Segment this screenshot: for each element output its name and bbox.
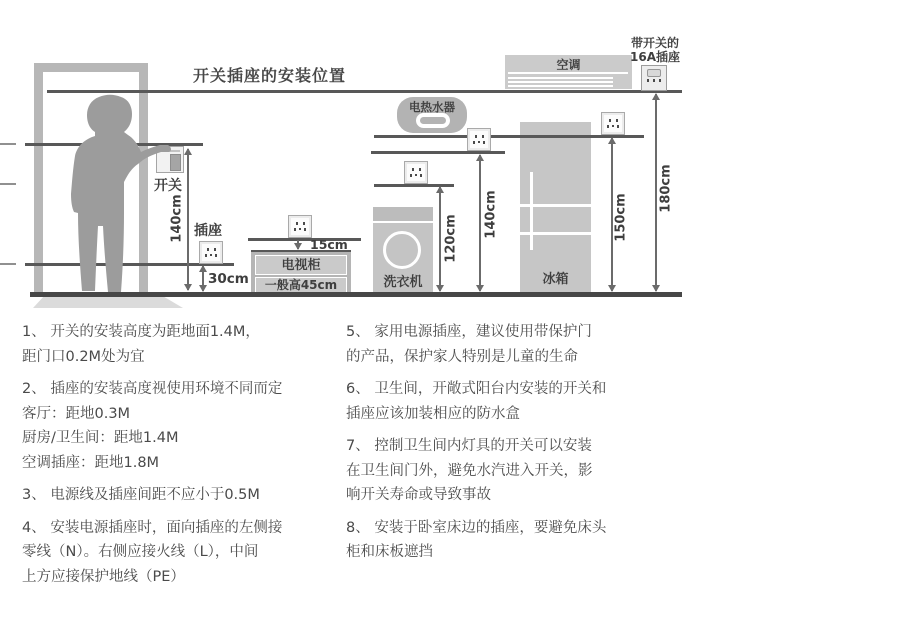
dim-label-30cm: 30cm <box>208 271 249 287</box>
dim-label-140cm-mid: 140cm <box>483 190 499 239</box>
tv-cabinet-label: 电视柜 <box>255 255 347 275</box>
dim-label-15cm: 15cm <box>310 237 348 252</box>
wall-tick <box>0 183 16 185</box>
air-conditioner <box>505 55 632 89</box>
ac-vent-slat <box>508 72 628 74</box>
tv-cabinet-height-label: 一般高45cm <box>255 277 347 293</box>
dim-arrow-15cm <box>297 240 299 249</box>
dim-arrow-140cm-mid <box>479 155 481 291</box>
notes-left-column <box>22 320 342 597</box>
door-frame-top-bar <box>34 63 148 72</box>
dim-arrow-120cm <box>439 187 441 291</box>
wall-tick <box>0 263 16 265</box>
switch-label: 开关 <box>154 178 182 194</box>
fridge-label: 冰箱 <box>542 272 569 287</box>
tv-socket-icon <box>288 215 312 238</box>
fridge-handle <box>530 172 533 250</box>
height-line-150cm <box>374 135 644 138</box>
socket-16a-icon <box>641 65 667 91</box>
dim-label-140cm-left: 140cm <box>169 194 185 243</box>
fridge-socket-icon <box>601 112 625 135</box>
note-1: 1、 开关的安装高度为距地面1.4M， 距门口0.2M处为宜 <box>22 324 260 365</box>
door-socket-label: 插座 <box>194 223 222 239</box>
note-3: 3、 电源线及插座间距不应小于0.5M <box>22 487 260 503</box>
washer-label: 洗衣机 <box>383 275 423 290</box>
height-line-180cm <box>47 90 682 93</box>
door-socket-icon <box>199 241 223 264</box>
page-title: 开关插座的安装位置 <box>193 66 347 85</box>
door-frame-left-post <box>34 63 43 295</box>
ac-vent-slat <box>508 85 613 87</box>
tv-cabinet <box>251 250 351 294</box>
note-8: 8、 安装于卧室床边的插座，要避免床头 柜和床板遮挡 <box>346 519 607 560</box>
water-heater-socket-icon <box>467 128 491 151</box>
dim-label-120cm: 120cm <box>443 214 459 263</box>
note-4: 4、 安装电源插座时，面向插座的左侧接 零线（N）。右侧应接火线（L），中间 上方应接保护地线（PE） <box>22 519 283 585</box>
wall-tick <box>0 143 16 145</box>
washer-door-circle <box>383 231 421 269</box>
dim-arrow-180cm <box>655 94 657 291</box>
socket-16a-switch <box>647 69 661 77</box>
dim-arrow-140cm-left <box>187 149 189 290</box>
height-line-140cm <box>371 151 505 154</box>
note-5: 5、 家用电源插座，建议使用带保护门 的产品，保护家人特别是儿童的生命 <box>346 324 592 365</box>
ac-label: 空调 <box>556 58 581 72</box>
washer-panel-divider <box>373 221 433 223</box>
dim-label-150cm: 150cm <box>613 193 629 242</box>
note-6: 6、 卫生间，开敞式阳台内安装的开关和 插座应该加装相应的防水盒 <box>346 381 607 422</box>
person-silhouette <box>62 94 182 296</box>
washing-machine <box>373 207 433 293</box>
water-heater-panel <box>416 113 450 128</box>
note-2: 2、 插座的安装高度视使用环境不同而定 客厅：距地0.3M 厨房/卫生间：距地1.4M 空调插座：距地1.8M <box>22 381 283 471</box>
dim-arrow-30cm <box>202 266 204 291</box>
ac-vent-slat <box>508 77 613 79</box>
note-7: 7、 控制卫生间内灯具的开关可以安装 在卫生间门外，避免水汽进入开关，影 响开关寿命或导致事故 <box>346 438 593 503</box>
water-heater <box>397 97 467 133</box>
ac-vent-slat <box>508 81 613 83</box>
water-heater-label: 电热水器 <box>409 100 455 114</box>
notes-right-column <box>346 320 656 573</box>
refrigerator <box>520 122 591 293</box>
washer-socket-icon <box>404 161 428 184</box>
washer-control-panel <box>373 207 433 221</box>
dim-label-180cm: 180cm <box>658 164 674 213</box>
socket-16a-label: 带开关的 16A插座 <box>630 36 680 64</box>
